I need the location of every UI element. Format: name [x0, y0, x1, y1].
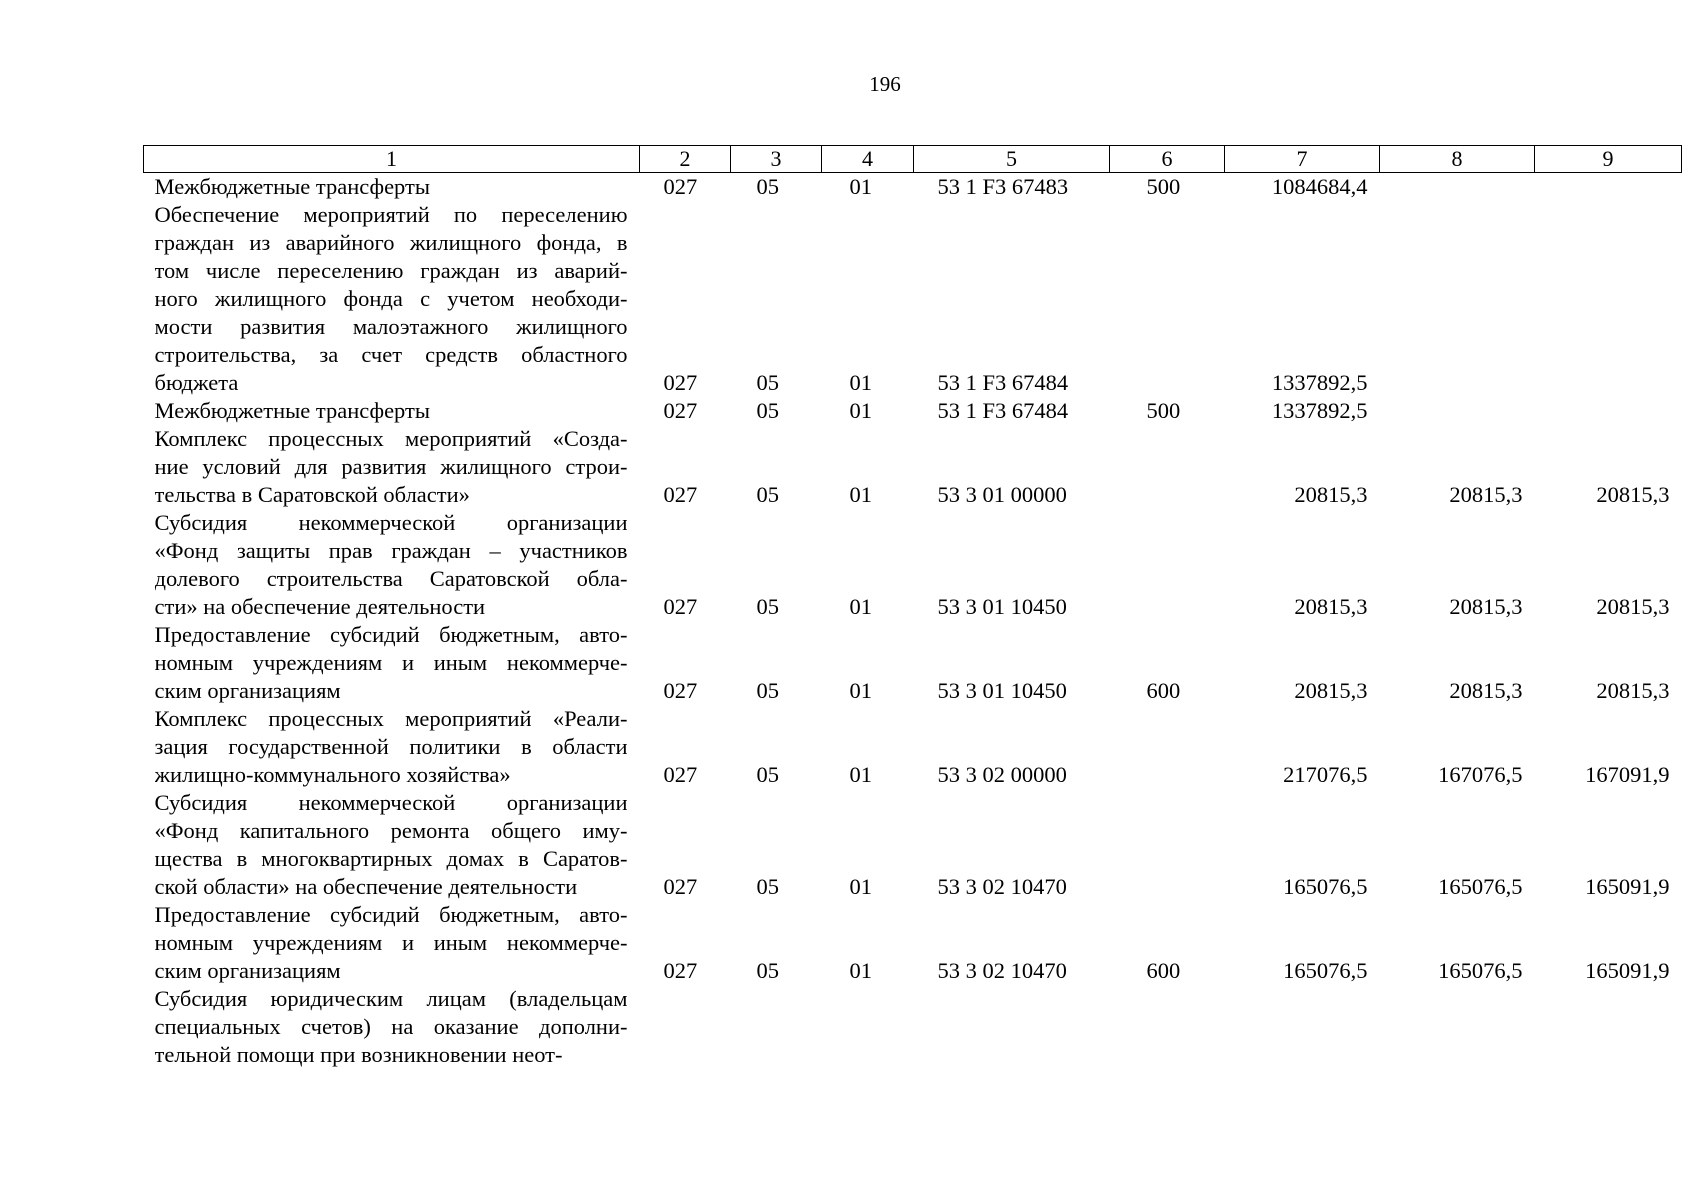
amount-col-9-cell	[1535, 397, 1682, 425]
item-name-line: «Фонд защиты прав граждан – участников	[154, 538, 628, 563]
amount-col-7-cell: 1084684,4	[1271, 174, 1368, 199]
expense-type-cell: 600	[1146, 958, 1181, 983]
target-article-cell: 53 3 01 10450	[937, 678, 1067, 703]
section-code-cell: 05	[756, 958, 779, 983]
section-code-cell: 05	[756, 174, 779, 199]
item-name-line: строительства, за счет средств областного	[154, 342, 628, 367]
header-col-5: 5	[914, 146, 1110, 173]
subsection-code-cell: 01	[849, 762, 872, 787]
ministry-code-cell: 027	[663, 874, 698, 899]
item-name-cell	[144, 173, 640, 202]
amount-col-7-cell: 165076,5	[1283, 874, 1368, 899]
table-row	[144, 397, 1682, 425]
item-name-line: жилищно-коммунального хозяйства»	[154, 762, 511, 787]
item-name-line: Обеспечение мероприятий по переселению	[154, 202, 628, 227]
amount-col-9-cell	[1535, 201, 1682, 397]
subsection-code-cell: 01	[849, 370, 872, 395]
item-name-line: щества в многоквартирных домах в Саратов-	[154, 846, 628, 871]
amount-col-8-cell: 165076,5	[1438, 874, 1523, 899]
header-col-9: 9	[1535, 146, 1682, 173]
subsection-code-cell: 01	[849, 678, 872, 703]
target-article-cell: 53 3 02 10470	[937, 874, 1067, 899]
amount-col-7-cell: 20815,3	[1294, 678, 1368, 703]
item-name-line: номным учреждениям и иным некоммерче-	[154, 930, 628, 955]
item-name-cell	[144, 789, 640, 901]
item-name-cell	[144, 705, 640, 789]
section-code-cell: 05	[756, 874, 779, 899]
subsection-code-cell: 01	[849, 874, 872, 899]
header-col-6: 6	[1110, 146, 1225, 173]
amount-col-7-cell: 1337892,5	[1271, 398, 1368, 423]
section-code-cell: 05	[756, 594, 779, 619]
amount-col-7-cell: 1337892,5	[1271, 370, 1368, 395]
item-name-cell	[144, 509, 640, 621]
ministry-code-cell: 027	[663, 958, 698, 983]
item-name-line: специальных счетов) на оказание дополни-	[154, 1014, 628, 1039]
amount-col-8-cell: 165076,5	[1438, 958, 1523, 983]
expense-type-cell	[1110, 985, 1225, 1069]
amount-col-9-cell: 20815,3	[1596, 482, 1670, 507]
item-name-line: Межбюджетные трансферты	[154, 398, 430, 423]
amount-col-8-cell	[1380, 201, 1535, 397]
item-name-line: ние условий для развития жилищного строи-	[154, 454, 628, 479]
section-code-cell: 05	[756, 482, 779, 507]
item-name-line: номным учреждениям и иным некоммерче-	[154, 650, 628, 675]
amount-col-8-cell: 20815,3	[1449, 678, 1523, 703]
item-name-line: тельства в Саратовской области»	[154, 482, 470, 507]
amount-col-7-cell	[1225, 985, 1380, 1069]
item-name-cell	[144, 201, 640, 397]
section-code-cell: 05	[756, 398, 779, 423]
amount-col-7-cell: 20815,3	[1294, 594, 1368, 619]
target-article-cell: 53 3 02 00000	[937, 762, 1067, 787]
amount-col-8-cell: 20815,3	[1449, 482, 1523, 507]
target-article-cell: 53 1 F3 67484	[937, 398, 1069, 423]
amount-col-9-cell: 167091,9	[1585, 762, 1670, 787]
item-name-line: том числе переселению граждан из аварий-	[154, 258, 628, 283]
item-name-line: Межбюджетные трансферты	[154, 174, 430, 199]
item-name-cell	[144, 425, 640, 509]
ministry-code-cell: 027	[663, 174, 698, 199]
item-name-line: граждан из аварийного жилищного фонда, в	[154, 230, 628, 255]
item-name-line: Субсидия юридическим лицам (владельцам	[154, 986, 628, 1011]
subsection-code-cell: 01	[849, 594, 872, 619]
table-row	[144, 509, 1682, 621]
ministry-code-cell: 027	[663, 398, 698, 423]
item-name-line: мости развития малоэтажного жилищного	[154, 314, 628, 339]
item-name-cell	[144, 397, 640, 425]
item-name-line: ским организациям	[154, 958, 341, 983]
item-name-line: «Фонд капитального ремонта общего иму-	[154, 818, 628, 843]
expense-type-cell	[1110, 509, 1225, 621]
target-article-cell: 53 3 01 10450	[937, 594, 1067, 619]
section-code-cell: 05	[756, 678, 779, 703]
header-col-3: 3	[731, 146, 822, 173]
amount-col-9-cell: 20815,3	[1596, 678, 1670, 703]
item-name-cell	[144, 621, 640, 705]
expense-type-cell	[1110, 201, 1225, 397]
table-row	[144, 705, 1682, 789]
item-name-cell	[144, 901, 640, 985]
ministry-code-cell: 027	[663, 762, 698, 787]
expense-type-cell	[1110, 425, 1225, 509]
subsection-code-cell: 01	[849, 398, 872, 423]
page-number: 196	[869, 72, 901, 96]
subsection-code-cell: 01	[849, 482, 872, 507]
header-col-2: 2	[640, 146, 731, 173]
table-row	[144, 173, 1682, 202]
amount-col-8-cell	[1380, 985, 1535, 1069]
amount-col-9-cell: 165091,9	[1585, 958, 1670, 983]
amount-col-9-cell	[1535, 985, 1682, 1069]
table-row	[144, 425, 1682, 509]
amount-col-9-cell	[1535, 173, 1682, 202]
item-name-line: Предоставление субсидий бюджетным, авто-	[154, 622, 628, 647]
target-article-cell: 53 3 02 10470	[937, 958, 1067, 983]
amount-col-8-cell: 20815,3	[1449, 594, 1523, 619]
target-article-cell: 53 1 F3 67484	[937, 370, 1069, 395]
amount-col-8-cell	[1380, 397, 1535, 425]
header-row	[144, 146, 1682, 173]
item-name-line: долевого строительства Саратовской обла-	[154, 566, 628, 591]
item-name-line: Предоставление субсидий бюджетным, авто-	[154, 902, 628, 927]
target-article-cell: 53 3 01 00000	[937, 482, 1067, 507]
item-name-line: Комплекс процессных мероприятий «Реали-	[154, 706, 628, 731]
table-row	[144, 985, 1682, 1069]
item-name-line: ским организациям	[154, 678, 341, 703]
subsection-code-cell: 01	[849, 958, 872, 983]
ministry-code-cell: 027	[663, 594, 698, 619]
section-code-cell: 05	[756, 370, 779, 395]
budget-table	[143, 145, 1682, 1069]
target-article-cell: 53 1 F3 67483	[937, 174, 1069, 199]
item-name-cell	[144, 985, 640, 1069]
subsection-code-cell	[822, 985, 914, 1069]
item-name-line: тельной помощи при возникновении неот-	[154, 1042, 563, 1067]
table-row	[144, 789, 1682, 901]
ministry-code-cell: 027	[663, 370, 698, 395]
table-header	[144, 146, 1682, 173]
expense-type-cell: 500	[1146, 174, 1181, 199]
header-col-8: 8	[1380, 146, 1535, 173]
table-row	[144, 201, 1682, 397]
section-code-cell: 05	[756, 762, 779, 787]
item-name-line: зация государственной политики в области	[154, 734, 628, 759]
item-name-line: Субсидия некоммерческой организации	[154, 790, 628, 815]
ministry-code-cell	[640, 985, 731, 1069]
item-name-line: ного жилищного фонда с учетом необходи-	[154, 286, 628, 311]
amount-col-8-cell: 167076,5	[1438, 762, 1523, 787]
expense-type-cell: 600	[1146, 678, 1181, 703]
amount-col-7-cell: 165076,5	[1283, 958, 1368, 983]
item-name-line: Комплекс процессных мероприятий «Созда-	[154, 426, 628, 451]
section-code-cell	[731, 985, 822, 1069]
subsection-code-cell: 01	[849, 174, 872, 199]
table-row	[144, 901, 1682, 985]
expense-type-cell	[1110, 789, 1225, 901]
header-col-1: 1	[144, 146, 640, 173]
item-name-line: сти» на обеспечение деятельности	[154, 594, 486, 619]
ministry-code-cell: 027	[663, 678, 698, 703]
amount-col-7-cell: 217076,5	[1283, 762, 1368, 787]
amount-col-9-cell: 165091,9	[1585, 874, 1670, 899]
item-name-line: Субсидия некоммерческой организации	[154, 510, 628, 535]
amount-col-8-cell	[1380, 173, 1535, 202]
item-name-line: бюджета	[154, 370, 239, 395]
expense-type-cell	[1110, 705, 1225, 789]
ministry-code-cell: 027	[663, 482, 698, 507]
item-name-line: ской области» на обеспечение деятельности	[154, 874, 578, 899]
header-col-4: 4	[822, 146, 914, 173]
amount-col-7-cell: 20815,3	[1294, 482, 1368, 507]
table-row	[144, 621, 1682, 705]
expense-type-cell: 500	[1146, 398, 1181, 423]
target-article-cell	[914, 985, 1110, 1069]
table-body	[144, 173, 1682, 1070]
header-col-7: 7	[1225, 146, 1380, 173]
amount-col-9-cell: 20815,3	[1596, 594, 1670, 619]
